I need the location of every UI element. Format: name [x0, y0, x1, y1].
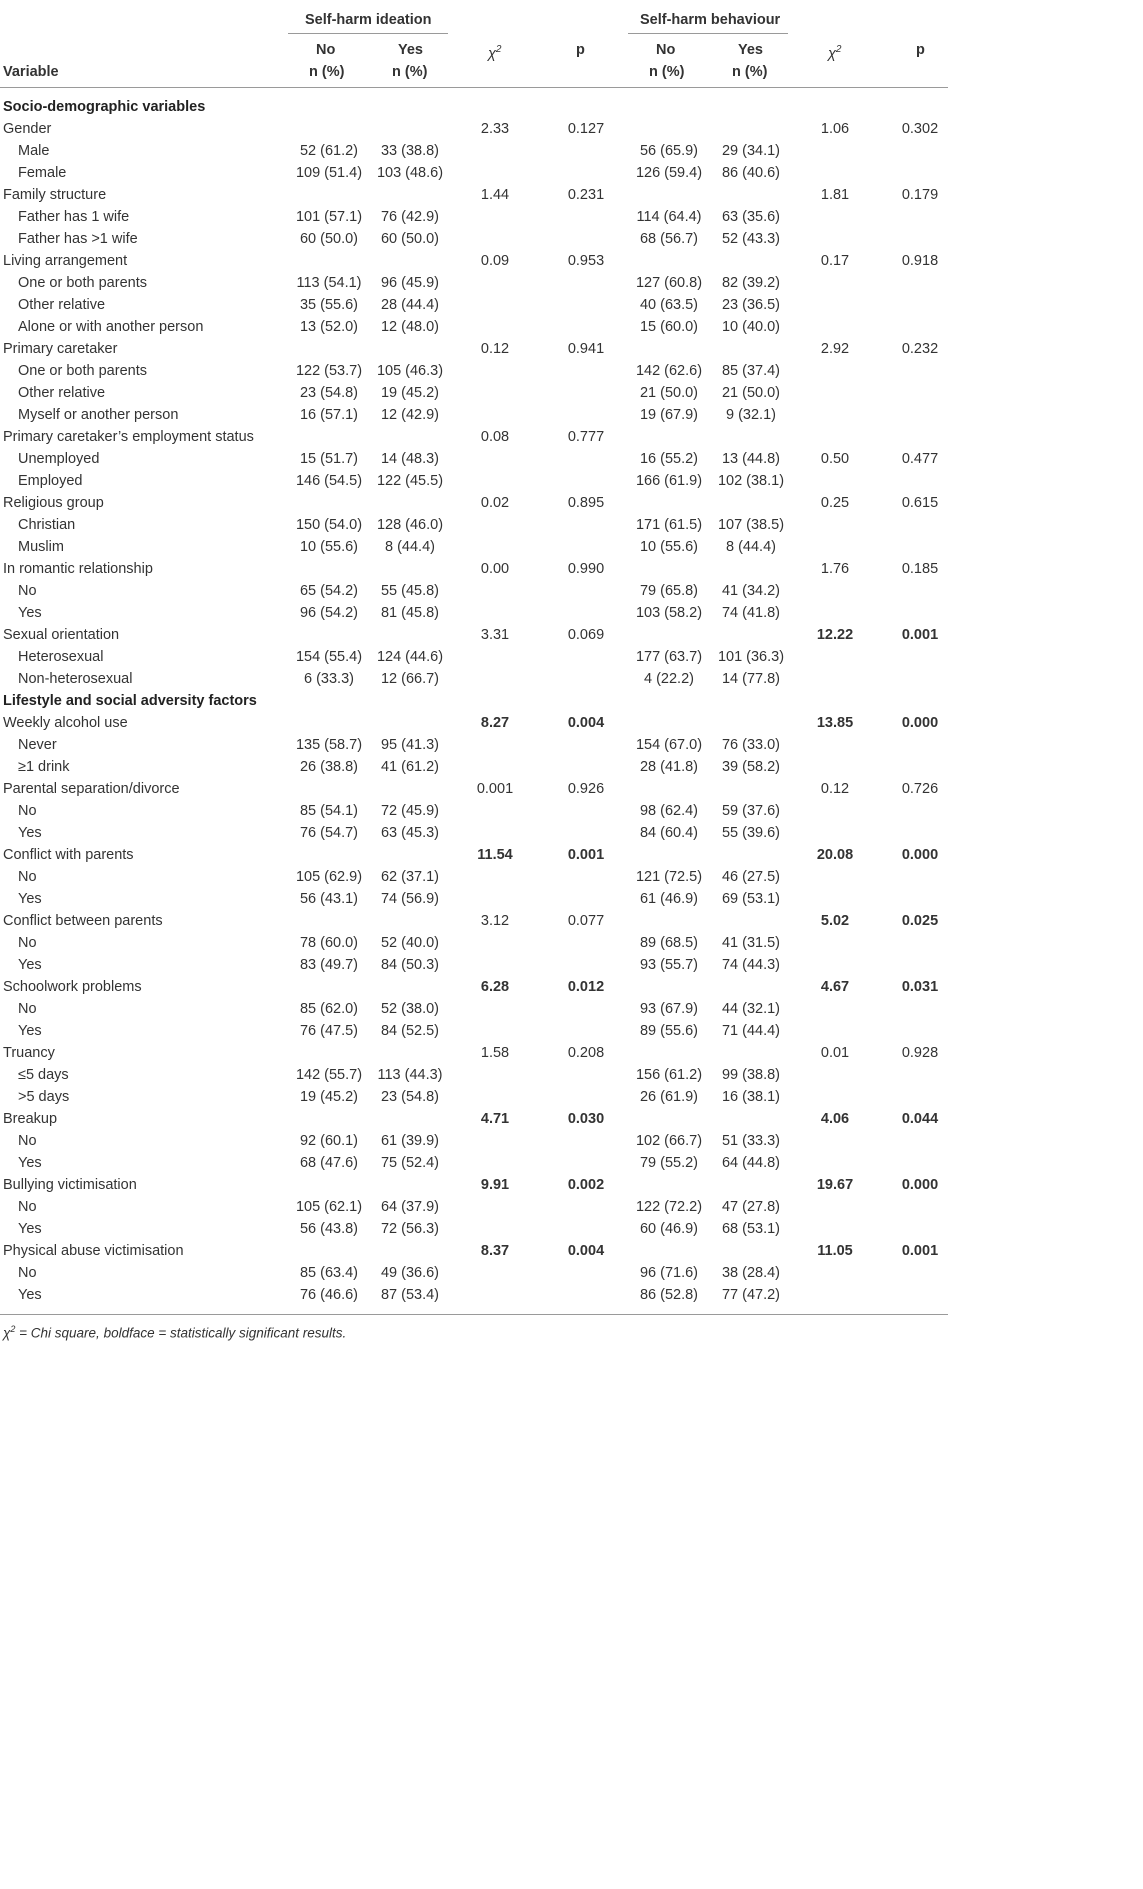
cell-behaviour-p: 0.001: [901, 1243, 939, 1259]
cell-ideation-no: 76 (54.7): [299, 825, 359, 841]
variable-label: Christian: [18, 517, 76, 533]
cell-behaviour-yes: 76 (33.0): [721, 737, 781, 753]
cell-behaviour-yes: 21 (50.0): [721, 385, 781, 401]
cell-ideation-chi: 3.12: [480, 913, 510, 929]
table-footnote: [3, 1324, 346, 1341]
cell-behaviour-no: 102 (66.7): [635, 1133, 703, 1149]
header-no-ideation: No: [316, 42, 336, 58]
cell-behaviour-no: 89 (68.5): [639, 935, 699, 951]
cell-ideation-no: 68 (47.6): [299, 1155, 359, 1171]
cell-ideation-p: 0.127: [567, 121, 605, 137]
cell-behaviour-p: 0.615: [901, 495, 939, 511]
cell-ideation-yes: 128 (46.0): [376, 517, 444, 533]
cell-behaviour-chi: 5.02: [820, 913, 850, 929]
variable-label: No: [18, 869, 37, 885]
cell-ideation-p: 0.002: [567, 1177, 605, 1193]
cell-behaviour-p: 0.025: [901, 913, 939, 929]
cell-ideation-yes: 103 (48.6): [376, 165, 444, 181]
cell-behaviour-no: 79 (65.8): [639, 583, 699, 599]
cell-behaviour-p: 0.928: [901, 1045, 939, 1061]
variable-label: No: [18, 1199, 37, 1215]
cell-ideation-chi: 8.27: [480, 715, 510, 731]
cell-ideation-yes: 84 (50.3): [380, 957, 440, 973]
cell-behaviour-yes: 16 (38.1): [721, 1089, 781, 1105]
variable-label: ≤5 days: [18, 1067, 69, 1083]
cell-behaviour-p: 0.302: [901, 121, 939, 137]
cell-ideation-yes: 62 (37.1): [380, 869, 440, 885]
variable-label: No: [18, 803, 37, 819]
cell-behaviour-p: 0.000: [901, 1177, 939, 1193]
variable-label: Yes: [18, 1155, 42, 1171]
cell-behaviour-no: 10 (55.6): [639, 539, 699, 555]
variable-label: Yes: [18, 891, 42, 907]
cell-behaviour-no: 171 (61.5): [635, 517, 703, 533]
header-p-behaviour: p: [916, 42, 925, 58]
header-variable: Variable: [3, 64, 59, 80]
cell-ideation-yes: 76 (42.9): [380, 209, 440, 225]
cell-ideation-yes: 28 (44.4): [380, 297, 440, 313]
cell-behaviour-p: 0.185: [901, 561, 939, 577]
cell-behaviour-chi: 1.81: [820, 187, 850, 203]
cell-ideation-no: 105 (62.9): [295, 869, 363, 885]
cell-behaviour-no: 114 (64.4): [636, 209, 702, 225]
variable-label: Employed: [18, 473, 83, 489]
header-group-behaviour: Self-harm behaviour: [640, 12, 781, 28]
chi-symbol: χ: [828, 45, 836, 62]
cell-behaviour-yes: 99 (38.8): [721, 1067, 781, 1083]
cell-behaviour-yes: 74 (41.8): [721, 605, 781, 621]
cell-behaviour-yes: 23 (36.5): [721, 297, 781, 313]
chi-superscript: 2: [495, 44, 502, 55]
footnote-chi-sup: 2: [10, 1324, 16, 1334]
cell-behaviour-no: 86 (52.8): [639, 1287, 699, 1303]
cell-behaviour-no: 156 (61.2): [635, 1067, 703, 1083]
cell-ideation-no: 83 (49.7): [299, 957, 359, 973]
cell-ideation-no: 56 (43.1): [299, 891, 359, 907]
cell-ideation-yes: 95 (41.3): [380, 737, 440, 753]
variable-label: No: [18, 1265, 37, 1281]
cell-ideation-yes: 124 (44.6): [376, 649, 444, 665]
cell-behaviour-p: 0.001: [901, 627, 939, 643]
variable-label: Yes: [18, 825, 42, 841]
cell-behaviour-p: 0.918: [901, 253, 939, 269]
cell-ideation-yes: 8 (44.4): [385, 539, 435, 555]
cell-ideation-chi: 9.91: [480, 1177, 510, 1193]
cell-behaviour-p: 0.000: [901, 715, 939, 731]
variable-label: Yes: [18, 1287, 42, 1303]
cell-behaviour-yes: 68 (53.1): [721, 1221, 781, 1237]
cell-behaviour-p: 0.232: [901, 341, 939, 357]
cell-behaviour-p: 0.179: [901, 187, 939, 203]
variable-label: Muslim: [18, 539, 64, 555]
cell-behaviour-no: 21 (50.0): [639, 385, 699, 401]
cell-behaviour-chi: 1.06: [820, 121, 850, 137]
cell-behaviour-yes: 85 (37.4): [721, 363, 781, 379]
cell-ideation-no: 6 (33.3): [304, 671, 354, 687]
variable-label: Male: [18, 143, 50, 159]
cell-behaviour-yes: 44 (32.1): [721, 1001, 781, 1017]
cell-behaviour-no: 89 (55.6): [639, 1023, 699, 1039]
cell-ideation-p: 0.926: [567, 781, 605, 797]
cell-behaviour-no: 60 (46.9): [639, 1221, 699, 1237]
cell-behaviour-chi: 0.25: [820, 495, 850, 511]
header-yes-behaviour: Yes: [738, 42, 763, 58]
cell-ideation-yes: 55 (45.8): [380, 583, 440, 599]
cell-behaviour-yes: 46 (27.5): [721, 869, 781, 885]
cell-behaviour-chi: 0.50: [820, 451, 850, 467]
cell-ideation-no: 146 (54.5): [295, 473, 363, 489]
variable-label: Family structure: [3, 187, 107, 203]
cell-ideation-chi: 1.44: [480, 187, 510, 203]
cell-ideation-chi: 0.08: [480, 429, 510, 445]
variable-label: In romantic relationship: [3, 561, 153, 577]
cell-behaviour-yes: 69 (53.1): [721, 891, 781, 907]
variable-label: Heterosexual: [18, 649, 104, 665]
cell-ideation-no: 76 (46.6): [299, 1287, 359, 1303]
variable-label: Myself or another person: [18, 407, 179, 423]
cell-ideation-yes: 60 (50.0): [380, 231, 440, 247]
cell-behaviour-yes: 71 (44.4): [721, 1023, 781, 1039]
variable-label: Unemployed: [18, 451, 100, 467]
variable-label: Other relative: [18, 297, 106, 313]
cell-behaviour-yes: 59 (37.6): [721, 803, 781, 819]
chi-superscript: 2: [835, 44, 842, 55]
cell-ideation-no: 135 (58.7): [295, 737, 363, 753]
cell-ideation-yes: 105 (46.3): [376, 363, 444, 379]
cell-ideation-yes: 84 (52.5): [380, 1023, 440, 1039]
variable-label: No: [18, 1001, 37, 1017]
cell-behaviour-yes: 51 (33.3): [721, 1133, 781, 1149]
cell-ideation-chi: 0.09: [480, 253, 510, 269]
variable-label: Primary caretaker’s employment status: [3, 429, 254, 445]
cell-ideation-chi: 0.02: [480, 495, 510, 511]
cell-ideation-p: 0.001: [567, 847, 605, 863]
cell-ideation-yes: 12 (66.7): [380, 671, 440, 687]
cell-ideation-yes: 41 (61.2): [380, 759, 440, 775]
cell-behaviour-yes: 82 (39.2): [721, 275, 781, 291]
cell-behaviour-no: 126 (59.4): [635, 165, 703, 181]
variable-label: ≥1 drink: [18, 759, 70, 775]
cell-ideation-no: 15 (51.7): [299, 451, 359, 467]
cell-ideation-yes: 87 (53.4): [380, 1287, 440, 1303]
cell-ideation-chi: 11.54: [477, 847, 513, 863]
cell-ideation-yes: 33 (38.8): [380, 143, 440, 159]
cell-ideation-yes: 19 (45.2): [380, 385, 440, 401]
cell-ideation-no: 10 (55.6): [299, 539, 359, 555]
header-p-ideation: p: [576, 42, 585, 58]
cell-ideation-no: 65 (54.2): [299, 583, 359, 599]
cell-ideation-chi: 2.33: [480, 121, 510, 137]
variable-label: Gender: [3, 121, 52, 137]
variable-label: No: [18, 935, 37, 951]
cell-ideation-no: 60 (50.0): [299, 231, 359, 247]
variable-label: Primary caretaker: [3, 341, 118, 357]
cell-ideation-yes: 122 (45.5): [376, 473, 444, 489]
cell-behaviour-yes: 64 (44.8): [721, 1155, 781, 1171]
cell-ideation-p: 0.208: [567, 1045, 605, 1061]
variable-label: Breakup: [3, 1111, 58, 1127]
cell-behaviour-yes: 102 (38.1): [717, 473, 785, 489]
cell-ideation-p: 0.077: [567, 913, 605, 929]
cell-behaviour-no: 15 (60.0): [639, 319, 699, 335]
cell-behaviour-no: 142 (62.6): [635, 363, 703, 379]
cell-behaviour-yes: 55 (39.6): [721, 825, 781, 841]
header-yes-ideation: Yes: [398, 42, 423, 58]
cell-ideation-no: 92 (60.1): [299, 1133, 359, 1149]
section-label: Socio-demographic variables: [3, 99, 206, 115]
cell-ideation-no: 35 (55.6): [299, 297, 359, 313]
header-no-behaviour: No: [656, 42, 676, 58]
cell-behaviour-yes: 77 (47.2): [721, 1287, 781, 1303]
cell-behaviour-p: 0.000: [901, 847, 939, 863]
cell-behaviour-no: 177 (63.7): [635, 649, 703, 665]
cell-behaviour-p: 0.044: [901, 1111, 939, 1127]
cell-behaviour-chi: 0.12: [820, 781, 850, 797]
cell-ideation-p: 0.953: [567, 253, 605, 269]
cell-behaviour-no: 122 (72.2): [635, 1199, 703, 1215]
footnote-chi: χ: [3, 1325, 11, 1341]
cell-behaviour-no: 4 (22.2): [644, 671, 694, 687]
variable-label: Other relative: [18, 385, 106, 401]
cell-behaviour-yes: 10 (40.0): [721, 319, 781, 335]
cell-ideation-chi: 6.28: [480, 979, 510, 995]
cell-behaviour-yes: 29 (34.1): [721, 143, 781, 159]
cell-ideation-no: 85 (63.4): [299, 1265, 359, 1281]
cell-behaviour-yes: 41 (31.5): [721, 935, 781, 951]
cell-ideation-no: 85 (62.0): [299, 1001, 359, 1017]
cell-ideation-no: 76 (47.5): [299, 1023, 359, 1039]
cell-ideation-yes: 74 (56.9): [380, 891, 440, 907]
cell-behaviour-yes: 74 (44.3): [721, 957, 781, 973]
cell-behaviour-chi: 2.92: [820, 341, 850, 357]
cell-ideation-yes: 49 (36.6): [380, 1265, 440, 1281]
cell-ideation-no: 154 (55.4): [295, 649, 363, 665]
cell-ideation-yes: 23 (54.8): [380, 1089, 440, 1105]
cell-ideation-no: 142 (55.7): [295, 1067, 363, 1083]
cell-behaviour-chi: 13.85: [816, 715, 854, 731]
cell-behaviour-chi: 19.67: [816, 1177, 854, 1193]
cell-behaviour-no: 127 (60.8): [635, 275, 703, 291]
cell-ideation-p: 0.941: [567, 341, 605, 357]
variable-label: One or both parents: [18, 363, 147, 379]
header-npct-no-behaviour: n (%): [649, 64, 685, 80]
cell-ideation-yes: 72 (45.9): [380, 803, 440, 819]
cell-behaviour-no: 98 (62.4): [639, 803, 699, 819]
cell-ideation-no: 56 (43.8): [299, 1221, 359, 1237]
cell-behaviour-yes: 9 (32.1): [726, 407, 776, 423]
cell-behaviour-yes: 63 (35.6): [721, 209, 781, 225]
cell-behaviour-no: 68 (56.7): [639, 231, 699, 247]
header-npct-yes-ideation: n (%): [392, 64, 428, 80]
table-bottom-rule: [0, 1314, 948, 1315]
cell-ideation-no: 26 (38.8): [299, 759, 359, 775]
cell-behaviour-yes: 52 (43.3): [721, 231, 781, 247]
cell-behaviour-chi: 4.67: [820, 979, 850, 995]
variable-label: Never: [18, 737, 57, 753]
header-rule-ideation: [288, 33, 448, 34]
cell-ideation-yes: 64 (37.9): [380, 1199, 440, 1215]
header-npct-yes-behaviour: n (%): [732, 64, 768, 80]
cell-behaviour-chi: 0.17: [820, 253, 850, 269]
cell-ideation-no: 52 (61.2): [299, 143, 359, 159]
cell-behaviour-p: 0.031: [901, 979, 939, 995]
cell-behaviour-yes: 8 (44.4): [726, 539, 776, 555]
variable-label: Conflict between parents: [3, 913, 163, 929]
cell-ideation-chi: 4.71: [480, 1111, 510, 1127]
cell-ideation-yes: 63 (45.3): [380, 825, 440, 841]
cell-behaviour-chi: 4.06: [820, 1111, 850, 1127]
variable-label: Yes: [18, 1221, 42, 1237]
variable-label: Non-heterosexual: [18, 671, 133, 687]
cell-behaviour-chi: 1.76: [820, 561, 850, 577]
cell-ideation-p: 0.012: [567, 979, 605, 995]
cell-behaviour-chi: 20.08: [816, 847, 854, 863]
cell-behaviour-yes: 101 (36.3): [717, 649, 785, 665]
chi-symbol: χ: [488, 45, 496, 62]
cell-ideation-chi: 0.001: [476, 781, 514, 797]
variable-label: Yes: [18, 605, 42, 621]
cell-ideation-yes: 61 (39.9): [380, 1133, 440, 1149]
cell-behaviour-yes: 107 (38.5): [717, 517, 785, 533]
cell-behaviour-no: 19 (67.9): [639, 407, 699, 423]
cell-ideation-p: 0.069: [567, 627, 605, 643]
cell-behaviour-yes: 41 (34.2): [721, 583, 781, 599]
cell-behaviour-p: 0.726: [901, 781, 939, 797]
variable-label: Weekly alcohol use: [3, 715, 128, 731]
cell-ideation-chi: 0.00: [480, 561, 510, 577]
header-bottom-rule: [0, 87, 948, 88]
variable-label: No: [18, 583, 37, 599]
cell-ideation-yes: 12 (42.9): [380, 407, 440, 423]
cell-ideation-no: 113 (54.1): [296, 275, 362, 291]
cell-ideation-p: 0.777: [567, 429, 605, 445]
cell-behaviour-yes: 38 (28.4): [721, 1265, 781, 1281]
cell-ideation-p: 0.231: [567, 187, 605, 203]
cell-ideation-p: 0.990: [567, 561, 605, 577]
cell-behaviour-no: 56 (65.9): [639, 143, 699, 159]
cell-ideation-no: 109 (51.4): [295, 165, 363, 181]
cell-ideation-yes: 72 (56.3): [380, 1221, 440, 1237]
cell-ideation-no: 150 (54.0): [295, 517, 363, 533]
variable-label: >5 days: [18, 1089, 70, 1105]
cell-behaviour-no: 28 (41.8): [639, 759, 699, 775]
cell-ideation-yes: 81 (45.8): [380, 605, 440, 621]
cell-behaviour-no: 93 (55.7): [639, 957, 699, 973]
cell-behaviour-no: 16 (55.2): [639, 451, 699, 467]
variable-label: Sexual orientation: [3, 627, 120, 643]
cell-ideation-p: 0.004: [567, 715, 605, 731]
cell-behaviour-yes: 13 (44.8): [721, 451, 781, 467]
cell-behaviour-no: 61 (46.9): [639, 891, 699, 907]
cell-ideation-no: 13 (52.0): [299, 319, 359, 335]
variable-label: Yes: [18, 957, 42, 973]
footnote-text: = Chi square, boldface = statistically significant results.: [15, 1325, 347, 1341]
header-chi-behaviour: [828, 41, 841, 63]
cell-ideation-yes: 52 (38.0): [380, 1001, 440, 1017]
cell-ideation-yes: 96 (45.9): [380, 275, 440, 291]
cell-behaviour-no: 121 (72.5): [635, 869, 703, 885]
cell-behaviour-no: 93 (67.9): [639, 1001, 699, 1017]
cell-ideation-chi: 3.31: [480, 627, 510, 643]
cell-behaviour-yes: 86 (40.6): [721, 165, 781, 181]
header-chi-ideation: [488, 41, 501, 63]
section-label: Lifestyle and social adversity factors: [3, 693, 257, 709]
variable-label: Conflict with parents: [3, 847, 134, 863]
cell-behaviour-no: 103 (58.2): [635, 605, 703, 621]
cell-ideation-no: 23 (54.8): [299, 385, 359, 401]
cell-behaviour-chi: 12.22: [816, 627, 854, 643]
variable-label: Father has >1 wife: [18, 231, 138, 247]
cell-ideation-yes: 113 (44.3): [377, 1067, 443, 1083]
cell-behaviour-no: 166 (61.9): [635, 473, 703, 489]
cell-behaviour-no: 79 (55.2): [639, 1155, 699, 1171]
variable-label: Living arrangement: [3, 253, 128, 269]
variable-label: Schoolwork problems: [3, 979, 142, 995]
cell-ideation-no: 78 (60.0): [299, 935, 359, 951]
cell-behaviour-p: 0.477: [901, 451, 939, 467]
variable-label: Father has 1 wife: [18, 209, 130, 225]
cell-ideation-p: 0.030: [567, 1111, 605, 1127]
variable-label: Yes: [18, 1023, 42, 1039]
header-npct-no-ideation: n (%): [309, 64, 345, 80]
cell-behaviour-yes: 47 (27.8): [721, 1199, 781, 1215]
cell-ideation-no: 105 (62.1): [295, 1199, 363, 1215]
variable-label: Bullying victimisation: [3, 1177, 137, 1193]
variable-label: Female: [18, 165, 67, 181]
cell-ideation-yes: 14 (48.3): [380, 451, 440, 467]
cell-behaviour-no: 84 (60.4): [639, 825, 699, 841]
variable-label: One or both parents: [18, 275, 147, 291]
cell-behaviour-no: 96 (71.6): [639, 1265, 699, 1281]
variable-label: Alone or with another person: [18, 319, 204, 335]
cell-behaviour-yes: 39 (58.2): [721, 759, 781, 775]
cell-behaviour-chi: 0.01: [820, 1045, 850, 1061]
cell-ideation-no: 85 (54.1): [299, 803, 359, 819]
cell-behaviour-yes: 14 (77.8): [721, 671, 781, 687]
cell-behaviour-no: 154 (67.0): [635, 737, 703, 753]
cell-ideation-yes: 12 (48.0): [380, 319, 440, 335]
cell-ideation-no: 101 (57.1): [295, 209, 363, 225]
cell-ideation-p: 0.895: [567, 495, 605, 511]
variable-label: Religious group: [3, 495, 104, 511]
variable-label: No: [18, 1133, 37, 1149]
header-group-ideation: Self-harm ideation: [305, 12, 432, 28]
cell-ideation-no: 16 (57.1): [299, 407, 359, 423]
variable-label: Truancy: [3, 1045, 55, 1061]
cell-ideation-p: 0.004: [567, 1243, 605, 1259]
cell-ideation-yes: 75 (52.4): [380, 1155, 440, 1171]
cell-behaviour-no: 40 (63.5): [639, 297, 699, 313]
cell-ideation-no: 19 (45.2): [299, 1089, 359, 1105]
cell-behaviour-no: 26 (61.9): [639, 1089, 699, 1105]
cell-ideation-yes: 52 (40.0): [380, 935, 440, 951]
cell-behaviour-chi: 11.05: [817, 1243, 853, 1259]
cell-ideation-chi: 0.12: [480, 341, 510, 357]
cell-ideation-chi: 8.37: [480, 1243, 510, 1259]
variable-label: Physical abuse victimisation: [3, 1243, 184, 1259]
variable-label: Parental separation/divorce: [3, 781, 180, 797]
cell-ideation-no: 96 (54.2): [299, 605, 359, 621]
header-rule-behaviour: [628, 33, 788, 34]
cell-ideation-chi: 1.58: [480, 1045, 510, 1061]
cell-ideation-no: 122 (53.7): [295, 363, 363, 379]
